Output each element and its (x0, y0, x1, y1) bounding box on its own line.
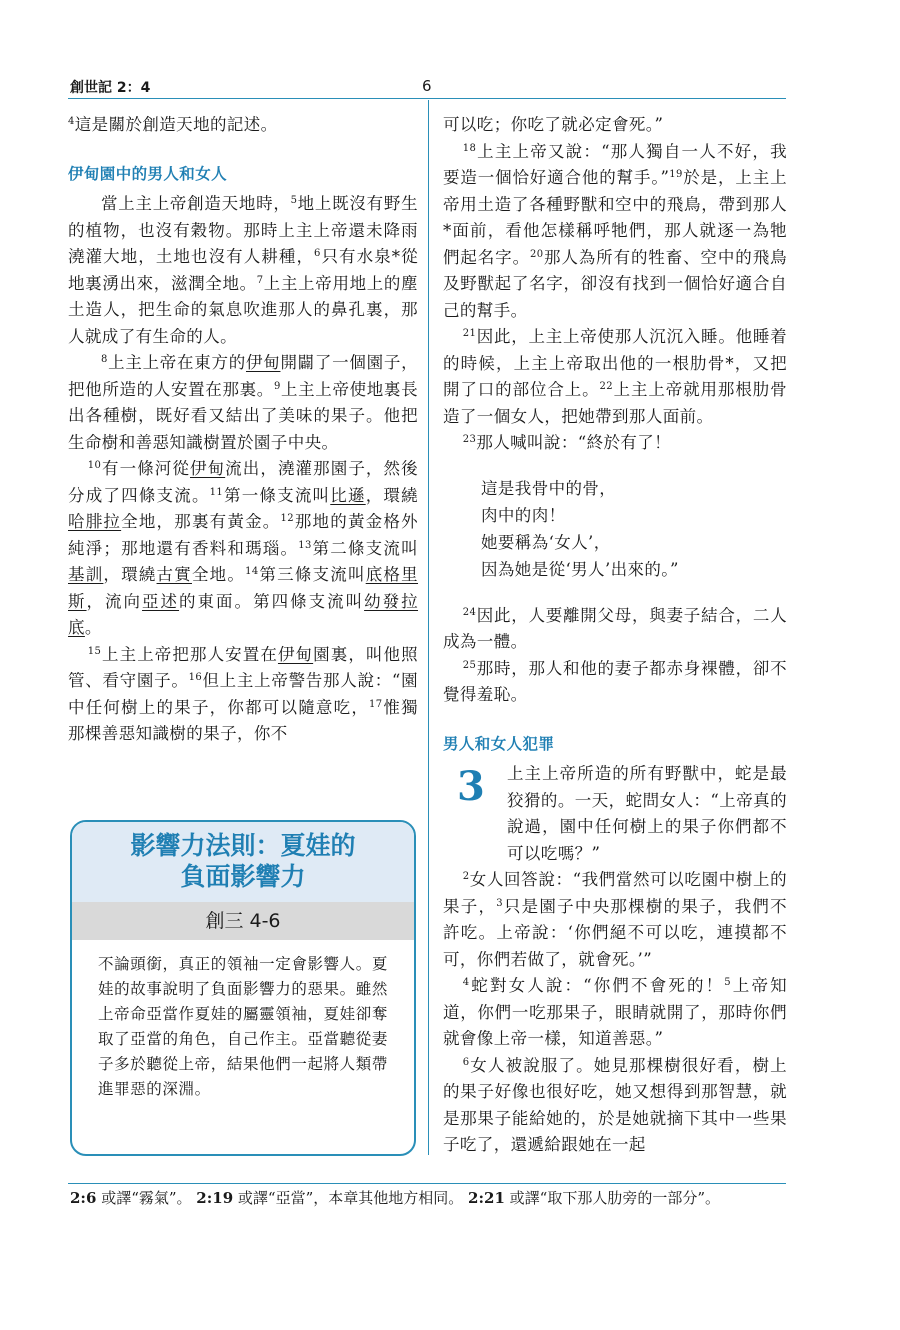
proper-name: 亞述 (142, 591, 180, 611)
verse-paragraph (68, 642, 418, 748)
proper-name: 哈腓拉 (68, 512, 122, 531)
poem-block (481, 475, 787, 583)
verse-number: 6 (314, 248, 321, 259)
verse-text: 上主上帝把那人安置在 (101, 644, 278, 664)
verse-paragraph (68, 191, 418, 350)
verse-text: 但上主上帝警告那人說：“園中任何樹上的果子，你都可以隨意吃， (68, 671, 418, 717)
verse-text: 全地，那裏有黃金。 (121, 512, 281, 531)
verse-text: 那人為所有的牲畜、空中的飛鳥及野獸起了名字，卻沒有找到一個恰好適合自己的幫手。 (443, 247, 787, 320)
verse-paragraph (443, 324, 787, 430)
verse-text: 上主上帝在東方的 (107, 353, 246, 372)
verse-paragraph (443, 973, 787, 1053)
verse-number: 8 (101, 354, 108, 365)
footnote-text: 或譯“亞當”，本章其他地方相同。 (233, 1189, 469, 1207)
verse-paragraph (68, 456, 418, 642)
verse-text: 有一條河從 (101, 459, 190, 478)
proper-name: 伊甸 (277, 644, 314, 664)
verse-text: 那地的黃金格外純淨；那地還有香料和瑪瑙。 (68, 512, 418, 558)
verse-number: 7 (256, 274, 264, 286)
verse-number: 19 (669, 169, 683, 180)
verse-text: ，環繞 (365, 485, 419, 505)
footnote-text: 或譯“取下那人肋旁的一部分”。 (504, 1189, 720, 1207)
column-divider (428, 100, 429, 1155)
sidebar-title-line2: 負面影響力 (180, 862, 306, 891)
verse-paragraph (68, 112, 418, 139)
verse-paragraph (443, 139, 787, 325)
verse-text: 女人被說服了。她見那棵樹很好看，樹上的果子好像也很好吃，她又想得到那智慧，就是那果子能給她的，於是她就摘下其中一些果子吃了，還遞給跟她在一起 (443, 1055, 787, 1154)
footnote-ref: 2:19 (196, 1189, 234, 1207)
verse-number: 4 (462, 977, 470, 988)
verse-number: 4 (68, 116, 75, 127)
verse-text: 園裏，叫他照管、看守園子。 (68, 644, 418, 690)
verse-number: 9 (273, 380, 281, 392)
proper-name: 基訓 (68, 565, 104, 584)
proper-name: 幼發拉底 (68, 591, 419, 637)
verse-paragraph (443, 1053, 787, 1159)
verse-number: 10 (87, 460, 102, 471)
verse-text: 蛇對女人說：“你們不會死的！ (469, 976, 725, 995)
verse-text: 上帝知道，你們一吃那果子，眼睛就開了，那時你們就會像上帝一樣，知道善惡。” (443, 976, 787, 1048)
proper-name: 底格里斯 (68, 565, 419, 611)
verse-text: 於是，上主上帝用土造了各種野獸和空中的飛鳥，帶到那人*面前，看他怎樣稱呼牠們，那人就逐一為牠們起名字。 (443, 168, 787, 267)
verse-text: 地上既沒有野生的植物，也沒有穀物。那時上主上帝還未降雨澆灌大地，土地也沒有人耕種， (68, 194, 418, 266)
proper-name: 伊甸 (189, 459, 226, 478)
verse-number: 15 (87, 645, 102, 657)
verse-text: 因此，上主上帝使那人沉沉入睡。他睡着的時候，上主上帝取出他的一根肋骨*，又把開了口的部位合上。 (443, 327, 787, 399)
verse-text: 那時，那人和他的妻子都赤身裸體，卻不覺得羞恥。 (443, 658, 787, 704)
verse-text: 女人回答說：“我們當然可以吃園中樹上的果子， (443, 870, 787, 916)
chapter-opening (443, 761, 787, 867)
verse-number: 16 (188, 672, 203, 683)
verse-text: 惟獨那棵善惡知識樹的果子，你不 (68, 697, 418, 743)
verse-paragraph: 可以吃；你吃了就必定會死。” (443, 115, 664, 134)
verse-number: 14 (245, 566, 259, 577)
verse-text: ，環繞 (103, 565, 157, 584)
verse-number: 24 (462, 606, 477, 618)
verse-text: 。 (84, 618, 102, 637)
section-heading: 伊甸園中的男人和女人 (68, 164, 228, 183)
sidebar-reference: 創三 4-6 (72, 902, 414, 940)
footnotes (70, 1188, 786, 1209)
verse-paragraph (443, 603, 787, 656)
verse-number: 23 (462, 434, 477, 445)
verse-number: 5 (290, 195, 298, 206)
verse-text: 因此，人要離開父母，與妻子結合，二人成為一體。 (443, 605, 787, 651)
verse-number: 13 (298, 539, 312, 551)
section-heading: 男人和女人犯罪 (443, 734, 555, 753)
page-number: 6 (422, 77, 432, 95)
verse-text: 上主上帝使地裏長出各種樹，既好看又結出了美味的果子。他把生命樹和善惡知識樹置於園子中央。 (68, 379, 418, 452)
verse-text: 第一條支流叫 (223, 485, 331, 505)
verse-paragraph (443, 867, 787, 973)
poem-line: 肉中的肉！ (481, 505, 566, 525)
verse-number: 5 (724, 977, 732, 988)
verse-paragraph: 上主上帝所造的所有野獸中，蛇是最狡猾的。一天，蛇問女人：“上帝真的說過，園中任何樹上的果子你們都不可以吃嗎？” (507, 764, 787, 863)
footnote-text: 或譯“霧氣”。 (96, 1189, 197, 1207)
running-header-reference: 創世記 2：4 (70, 80, 151, 96)
left-column (68, 112, 418, 748)
verse-text: 開闢了一個園子，把他所造的人安置在那裏。 (68, 353, 418, 399)
verse-number: 22 (599, 381, 614, 392)
verse-text: 上主上帝就用那根肋骨造了一個女人，把她帶到那人面前。 (443, 380, 788, 426)
verse-number: 6 (462, 1056, 470, 1068)
verse-number: 20 (529, 248, 544, 260)
verse-paragraph (443, 430, 787, 457)
verse-text: 當上主上帝創造天地時， (101, 194, 291, 213)
verse-paragraph (443, 656, 787, 709)
verse-number: 3 (496, 897, 504, 909)
poem-line: 她要稱為‘女人’， (481, 532, 611, 552)
verse-text: 只有水泉*從地裏湧出來，滋潤全地。 (68, 247, 418, 293)
header-rule (68, 98, 786, 99)
verse-number: 21 (462, 328, 477, 339)
verse-text: ，流向 (86, 591, 143, 611)
sidebar-box (70, 820, 416, 1156)
verse-number: 17 (369, 698, 383, 710)
verse-text: 流出，澆灌那園子，然後分成了四條支流。 (68, 459, 418, 505)
proper-name: 古實 (156, 565, 192, 584)
footnote-rule (68, 1183, 786, 1184)
verse-number: 11 (209, 486, 224, 498)
verse-text: 全地。 (191, 565, 246, 584)
verse-text: 上主上帝又說：“那人獨自一人不好，我要造一個恰好適合他的幫手。” (443, 141, 787, 187)
sidebar-title-line1: 影響力法則：夏娃的 (130, 831, 356, 860)
verse-number: 2 (462, 871, 470, 882)
chapter-number: 3 (457, 763, 486, 810)
footnote-ref: 2:21 (468, 1189, 505, 1207)
proper-name: 比遜 (330, 485, 366, 505)
verse-text: 這是關於創造天地的記述。 (74, 115, 278, 134)
verse-text: 上主上帝用地上的塵土造人，把生命的氣息吹進那人的鼻孔裏，那人就成了有生命的人。 (68, 273, 418, 346)
verse-number: 12 (280, 513, 295, 524)
verse-number: 25 (462, 659, 477, 671)
verse-text: 第三條支流叫 (258, 565, 366, 584)
verse-paragraph (68, 350, 418, 456)
sidebar-header (72, 822, 414, 902)
sidebar-body: 不論頭銜，真正的領袖一定會影響人。夏娃的故事說明了負面影響力的惡果。雖然上帝命亞當作夏娃的屬靈領袖，夏娃卻奪取了亞當的角色，自己作主。亞當聽從妻子多於聽從上帝，結果他們一起將人類帶進罪惡的深淵。 (98, 955, 388, 1098)
verse-text: 只是園子中央那棵樹的果子，我們不許吃。上帝說：‘你們絕不可以吃，連摸都不可，你們若做了，就會死。’” (443, 896, 787, 969)
proper-name: 伊甸 (245, 353, 281, 372)
verse-text: 第二條支流叫 (311, 538, 419, 558)
verse-number: 18 (462, 142, 477, 154)
verse-text: 的東面。第四條支流叫 (179, 591, 365, 611)
right-column (443, 112, 787, 1159)
verse-text: 那人喊叫說：“終於有了！ (476, 433, 672, 452)
poem-line: 這是我骨中的骨， (481, 478, 617, 498)
poem-line: 因為她是從‘男人’出來的。” (481, 559, 679, 579)
footnote-ref: 2:6 (70, 1189, 97, 1207)
